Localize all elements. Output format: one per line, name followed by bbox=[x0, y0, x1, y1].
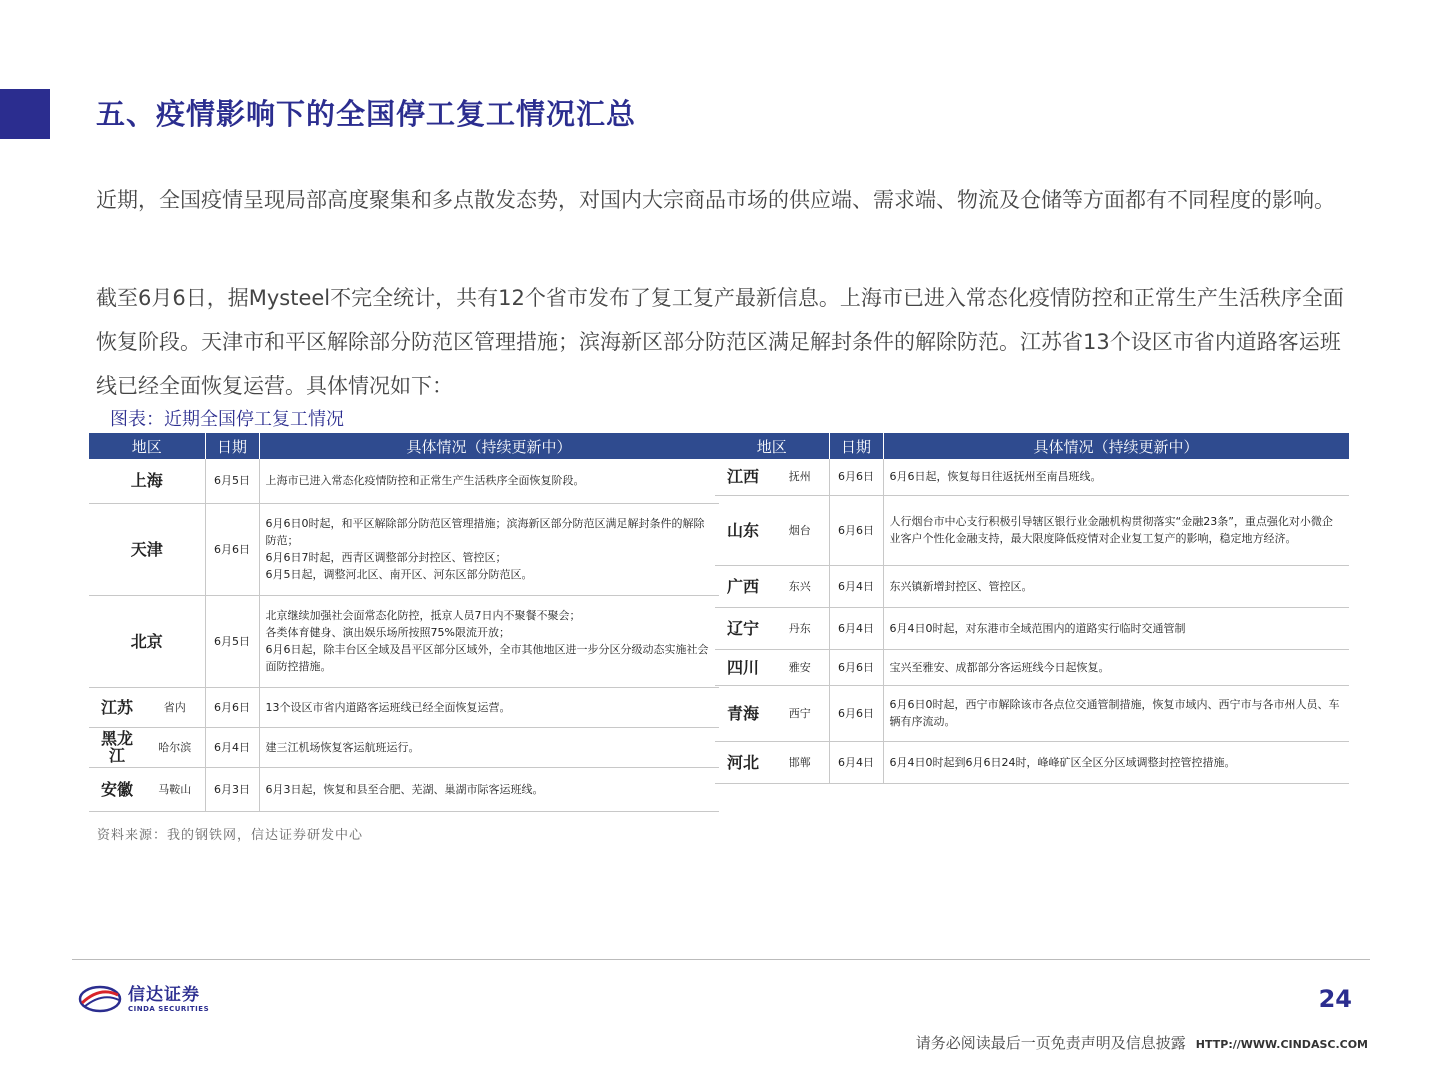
date-cell: 6月6日 bbox=[829, 685, 883, 741]
summary-paragraph: 截至6月6日，据Mysteel不完全统计，共有12个省市发布了复工复产最新信息。上海市已进入常态化疫情防控和正常生产生活秩序全面恢复阶段。天津市和平区解除部分防范区管理措施；滨海新区部分防范区满足解封条件的解除防范。江苏省13个设区市省内道路客运班线已经全面恢复运营。具体情况如下： bbox=[96, 286, 1344, 398]
table-row bbox=[715, 741, 1349, 783]
table-row bbox=[89, 459, 719, 503]
detail-cell: 宝兴至雅安、成都部分客运班线今日起恢复。 bbox=[883, 649, 1349, 685]
table-row bbox=[89, 595, 719, 687]
date-cell: 6月6日 bbox=[829, 459, 883, 495]
table-row bbox=[89, 767, 719, 811]
table-caption: 图表：近期全国停工复工情况 bbox=[110, 409, 344, 430]
detail-cell: 人行烟台市中心支行积极引导辖区银行业金融机构贯彻落实“金融23条”，重点强化对小微企业客户个性化金融支持，最大限度降低疫情对企业复工复产的影响，稳定地方经济。 bbox=[883, 495, 1349, 565]
detail-cell: 6月4日0时起到6月6日24时，峰峰矿区全区分区域调整封控管控措施。 bbox=[883, 741, 1349, 783]
region-cell: 四川 bbox=[715, 649, 771, 685]
header-date: 日期 bbox=[829, 433, 883, 459]
left-status-table bbox=[89, 433, 720, 812]
city-cell: 马鞍山 bbox=[145, 767, 205, 811]
disclaimer-text: 请务必阅读最后一页免责声明及信息披露 bbox=[915, 1034, 1186, 1052]
region-cell: 青海 bbox=[715, 685, 771, 741]
cinda-logo-icon bbox=[78, 984, 122, 1014]
city-cell: 抚州 bbox=[771, 459, 829, 495]
city-cell: 哈尔滨 bbox=[145, 727, 205, 767]
intro-paragraph: 近期，全国疫情呈现局部高度聚集和多点散发态势，对国内大宗商品市场的供应端、需求端、物流及仓储等方面都有不同程度的影响。 bbox=[96, 188, 1335, 212]
table-row bbox=[89, 687, 719, 727]
date-cell: 6月4日 bbox=[829, 607, 883, 649]
detail-cell: 6月4日0时起，对东港市全域范围内的道路实行临时交通管制 bbox=[883, 607, 1349, 649]
detail-cell: 6月3日起，恢复和县至合肥、芜湖、巢湖市际客运班线。 bbox=[259, 767, 719, 811]
detail-cell: 东兴镇新增封控区、管控区。 bbox=[883, 565, 1349, 607]
footer-divider bbox=[72, 959, 1370, 960]
region-cell: 天津 bbox=[89, 503, 205, 595]
header-region: 地区 bbox=[715, 433, 829, 459]
detail-cell: 上海市已进入常态化疫情防控和正常生产生活秩序全面恢复阶段。 bbox=[259, 459, 719, 503]
region-cell: 山东 bbox=[715, 495, 771, 565]
date-cell: 6月4日 bbox=[205, 727, 259, 767]
table-row bbox=[89, 503, 719, 595]
logo-cn-text: 信达证券 bbox=[128, 984, 200, 1005]
city-cell: 烟台 bbox=[771, 495, 829, 565]
header-date: 日期 bbox=[205, 433, 259, 459]
region-cell: 安徽 bbox=[89, 767, 145, 811]
header-region: 地区 bbox=[89, 433, 205, 459]
date-cell: 6月4日 bbox=[829, 565, 883, 607]
table-row bbox=[715, 607, 1349, 649]
table-row bbox=[89, 727, 719, 767]
page-title: 五、疫情影响下的全国停工复工情况汇总 bbox=[96, 97, 637, 131]
detail-cell: 6月6日0时起，西宁市解除该市各点位交通管制措施，恢复市域内、西宁市与各市州人员、车辆有序流动。 bbox=[883, 685, 1349, 741]
right-status-table bbox=[715, 433, 1350, 784]
table-row bbox=[715, 459, 1349, 495]
city-cell: 省内 bbox=[145, 687, 205, 727]
table-row bbox=[715, 685, 1349, 741]
title-accent-block bbox=[0, 89, 50, 139]
region-cell: 江苏 bbox=[89, 687, 145, 727]
table-row bbox=[715, 495, 1349, 565]
detail-cell: 13个设区市省内道路客运班线已经全面恢复运营。 bbox=[259, 687, 719, 727]
city-cell: 丹东 bbox=[771, 607, 829, 649]
region-cell: 江西 bbox=[715, 459, 771, 495]
region-cell: 黑龙江 bbox=[89, 727, 145, 767]
table-row bbox=[715, 649, 1349, 685]
region-cell: 北京 bbox=[89, 595, 205, 687]
header-detail: 具体情况（持续更新中） bbox=[883, 433, 1349, 459]
date-cell: 6月6日 bbox=[829, 495, 883, 565]
city-cell: 邯郸 bbox=[771, 741, 829, 783]
table-row bbox=[715, 565, 1349, 607]
region-cell: 河北 bbox=[715, 741, 771, 783]
date-cell: 6月6日 bbox=[205, 687, 259, 727]
source-note: 资料来源：我的钢铁网，信达证券研发中心 bbox=[97, 828, 364, 843]
city-cell: 东兴 bbox=[771, 565, 829, 607]
logo-en-text: CINDA SECURITIES bbox=[128, 1004, 210, 1013]
date-cell: 6月4日 bbox=[829, 741, 883, 783]
date-cell: 6月6日 bbox=[205, 503, 259, 595]
footer-disclaimer bbox=[916, 1032, 1368, 1053]
date-cell: 6月5日 bbox=[205, 459, 259, 503]
region-cell: 广西 bbox=[715, 565, 771, 607]
date-cell: 6月6日 bbox=[829, 649, 883, 685]
date-cell: 6月5日 bbox=[205, 595, 259, 687]
detail-cell: 北京继续加强社会面常态化防控，抵京人员7日内不聚餐不聚会； 各类体育健身、演出娱乐场所按照75%限流开放； 6月6日起，除丰台区全域及昌平区部分区域外，全市其他地区进一步分区分级动态实施社会面防控措施。 bbox=[259, 595, 719, 687]
header-detail: 具体情况（持续更新中） bbox=[259, 433, 719, 459]
detail-cell: 建三江机场恢复客运航班运行。 bbox=[259, 727, 719, 767]
region-cell: 辽宁 bbox=[715, 607, 771, 649]
page-number: 24 bbox=[1318, 985, 1352, 1013]
date-cell: 6月3日 bbox=[205, 767, 259, 811]
detail-cell: 6月6日0时起，和平区解除部分防范区管理措施；滨海新区部分防范区满足解封条件的解除防范； 6月6日7时起，西青区调整部分封控区、管控区； 6月5日起，调整河北区、南开区、河东区部分防范区。 bbox=[259, 503, 719, 595]
website-link[interactable]: HTTP://WWW.CINDASC.COM bbox=[1195, 1038, 1368, 1051]
cinda-logo bbox=[78, 984, 209, 1014]
region-cell: 上海 bbox=[89, 459, 205, 503]
city-cell: 西宁 bbox=[771, 685, 829, 741]
detail-cell: 6月6日起，恢复每日往返抚州至南昌班线。 bbox=[883, 459, 1349, 495]
city-cell: 雅安 bbox=[771, 649, 829, 685]
